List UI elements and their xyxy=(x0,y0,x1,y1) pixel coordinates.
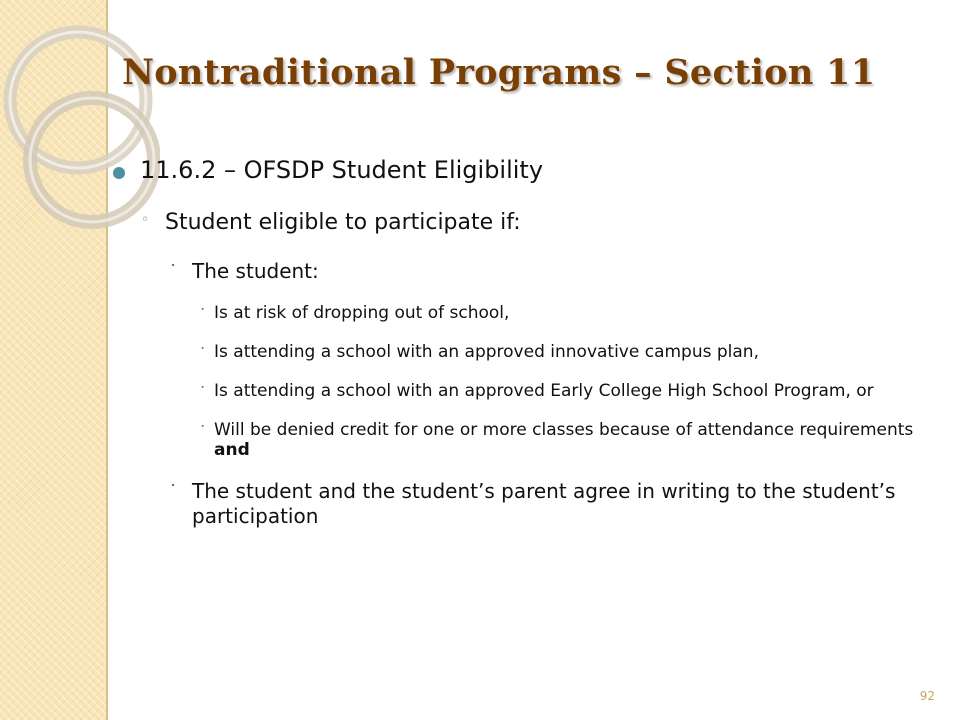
hollow-circle-bullet-icon: ◦ xyxy=(141,212,150,229)
section-heading-text: 11.6.2 – OFSDP Student Eligibility xyxy=(140,156,544,184)
bullet-level1 xyxy=(108,156,928,185)
dot-bullet-icon: ⠂ xyxy=(200,380,209,395)
condition-item xyxy=(108,342,914,363)
slide-title: Nontraditional Programs – Section 11 xyxy=(122,52,876,93)
dot-bullet-icon: ⠂ xyxy=(200,419,209,434)
condition-text: Is attending a school with an approved innovative campus plan, xyxy=(214,342,759,363)
condition-item xyxy=(108,381,914,402)
agreement-text: The student and the student’s parent agree in writing to the student’s participation xyxy=(192,479,896,528)
eligibility-intro-text: Student eligible to participate if: xyxy=(165,210,521,236)
condition-item xyxy=(108,303,914,324)
slide-content xyxy=(108,156,928,548)
condition-connector-text: and xyxy=(214,440,250,461)
student-label-text: The student: xyxy=(192,259,319,284)
condition-item xyxy=(108,420,914,461)
dot-bullet-icon: ⠂ xyxy=(200,303,209,318)
page-number: 92 xyxy=(919,689,935,703)
condition-text: Will be denied credit for one or more classes because of attendance requirements xyxy=(214,419,914,440)
dot-bullet-icon: ⠂ xyxy=(170,479,181,496)
condition-text: Is attending a school with an approved Early College High School Program, or xyxy=(214,380,874,401)
bullet-level2 xyxy=(108,210,928,237)
filled-circle-bullet-icon xyxy=(113,167,125,179)
bullet-level3-agreement xyxy=(108,479,912,528)
condition-text: Is at risk of dropping out of school, xyxy=(214,303,510,324)
dot-bullet-icon: ⠂ xyxy=(170,259,181,276)
bullet-level3-student xyxy=(108,259,928,283)
dot-bullet-icon: ⠂ xyxy=(200,342,209,357)
